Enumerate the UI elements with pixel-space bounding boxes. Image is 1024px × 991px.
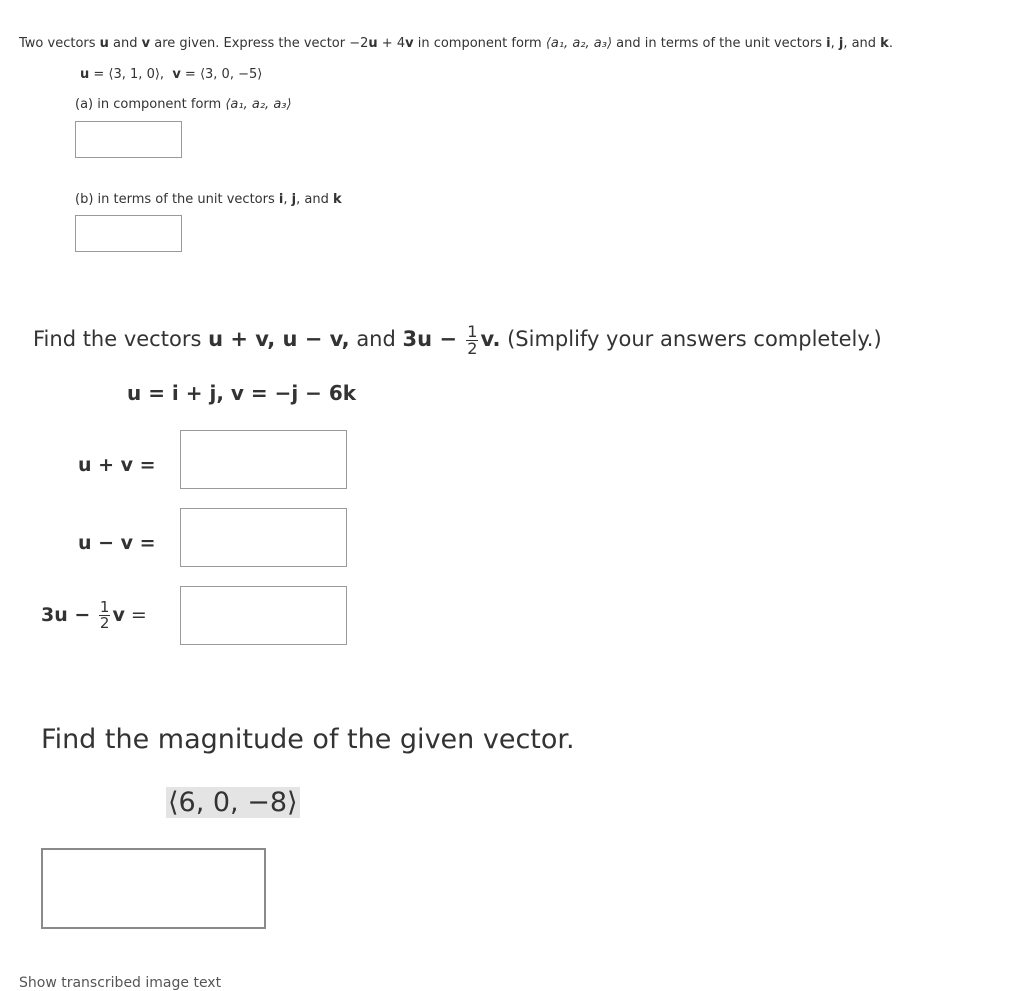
q1-part-a-label: (a) in component form ⟨a₁, a₂, a₃⟩ [75, 97, 292, 112]
q2-prompt-fraction: $\frac{1}{2}$ [467, 321, 478, 358]
q1-prompt: Two vectors u and v are given. Express the vector −2u + 4v in component form ⟨a₁, a₂, a₃⟩ and in terms of the unit vectors i, j, and k. [19, 36, 893, 51]
q2-given-vectors: u = i + j, v = −j − 6k [127, 381, 357, 405]
q2-combination-answer-input[interactable] [180, 586, 347, 645]
q3-magnitude-answer-input[interactable] [41, 848, 266, 929]
show-transcribed-text-link[interactable]: Show transcribed image text [19, 975, 222, 991]
q2-sum-label: u + v = [78, 454, 156, 476]
q2-sum-answer-input[interactable] [180, 430, 347, 489]
q2-difference-label: u − v = [78, 532, 156, 554]
q2-prompt: Find the vectors u + v, u − v, and 3u − $\frac{1}{2}$ v. (Simplify your answers completely.) [33, 321, 882, 358]
q3-prompt: Find the magnitude of the given vector. [41, 724, 575, 755]
q2-difference-answer-input[interactable] [180, 508, 347, 567]
q1-part-a-answer-input[interactable] [75, 121, 182, 158]
q1-part-b-label: (b) in terms of the unit vectors i, j, and k [75, 192, 342, 207]
q2-combination-fraction: $\frac{1}{2}$ [99, 598, 110, 632]
q1-part-b-answer-input[interactable] [75, 215, 182, 252]
q2-combination-label: 3u − $\frac{1}{2}$ v = [41, 598, 147, 632]
q3-vector: ⟨6, 0, −8⟩ [168, 787, 298, 818]
q1-given-vectors: u = ⟨3, 1, 0⟩, v = ⟨3, 0, −5⟩ [80, 67, 263, 82]
